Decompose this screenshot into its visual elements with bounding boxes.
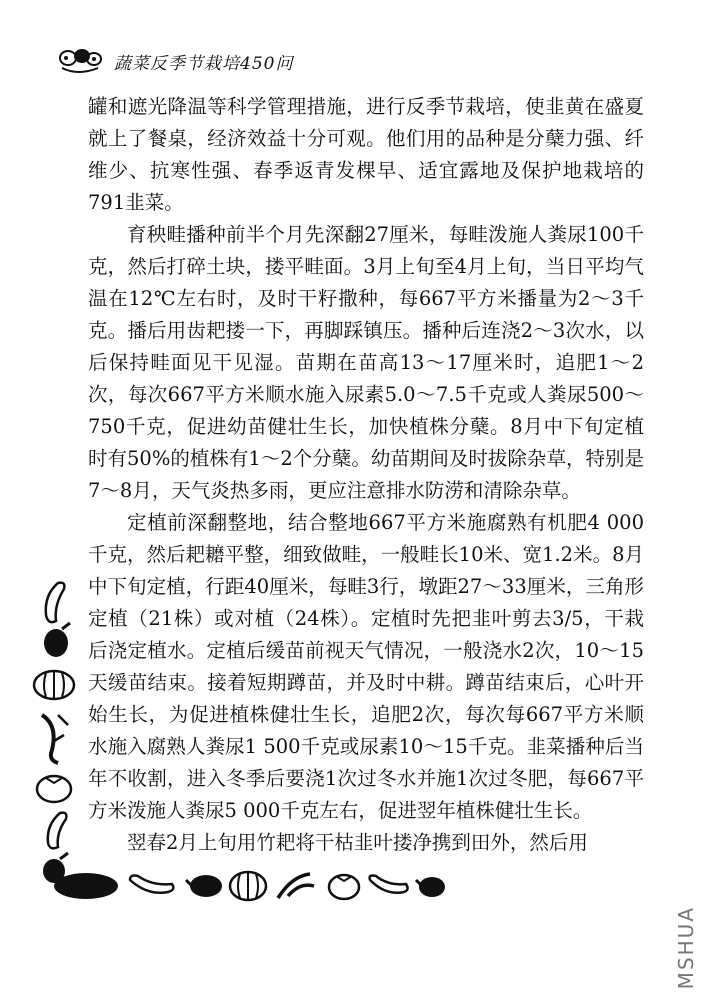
eggplant-icon bbox=[416, 877, 445, 897]
paragraph-3: 定植前深翻整地，结合整地667平方米施腐熟有机肥4 000千克，然后耙耱平整，细致做畦，一般畦长10米、宽1.2米。8月中下旬定植，行距40厘米，每畦3行，墩距27～33厘米，三角形定植（21株）或对植（24株）。定植时先把韭叶剪去3/5，干栽后浇定植水。定植后缓苗前视天气情况，一般浇水2次，10～15天缓苗结束。接着短期蹲苗，并及时中耕。蹲苗结束后，心叶开始生长，为促进植株健壮生长，追肥2次，每次每667平方米顺水施入腐熟人粪尿1 500千克或尿素10～15千克。韭菜播种后当年不收割，进入冬季后要浇1次过冬水并施1次过冬肥，每667平方米泼施人粪尿5 000千克左右，促进翌年植株健壮生长。 bbox=[88, 511, 644, 822]
vegetable-cluster-icon bbox=[58, 46, 102, 76]
tomato-icon bbox=[329, 875, 359, 899]
book-title: 蔬菜反季节栽培450问 bbox=[114, 53, 294, 74]
paragraph-4: 翌春2月上旬用竹耙将干枯韭叶搂净携到田外，然后用 bbox=[127, 831, 588, 854]
cucumber-icon bbox=[46, 583, 65, 623]
page-header bbox=[58, 46, 293, 76]
cucumber-icon bbox=[130, 876, 173, 893]
side-vegetable-border bbox=[28, 575, 80, 885]
corn-icon bbox=[278, 874, 314, 898]
watermark: MSHUA bbox=[674, 905, 698, 989]
page-body bbox=[88, 91, 644, 859]
bottom-vegetable-border bbox=[48, 866, 448, 906]
cucumber-icon bbox=[48, 813, 67, 849]
eggplant-icon bbox=[54, 873, 118, 899]
paragraph-2: 育秧畦播种前半个月先深翻27厘米，每畦泼施人粪尿100千克，然后打碎土块，搂平畦面。3月上旬至4月上旬，当日平均气温在12℃左右时，及时干籽撒种，每667平方米播量为2～3千克。播后用齿耙搂一下，再脚踩镇压。播种后连浇2～3次水，以后保持畦面见干见湿。苗期在苗高13～17厘米时，追肥1～2次，每次667平方米顺水施入尿素5.0～7.5千克或人粪尿500～750千克，促进幼苗健壮生长，加快植株分蘖。8月中下旬定植时有50%的植株有1～2个分蘖。幼苗期间及时拔除杂草，特别是7～8月，天气炎热多雨，更应注意排水防涝和清除杂草。 bbox=[88, 223, 644, 502]
corn-icon bbox=[42, 715, 68, 763]
pumpkin-icon bbox=[230, 872, 266, 900]
eggplant-icon bbox=[44, 623, 70, 657]
tomato-icon bbox=[37, 776, 71, 802]
pumpkin-icon bbox=[34, 671, 74, 699]
eggplant-icon bbox=[186, 875, 222, 897]
paragraph-1: 罐和遮光降温等科学管理措施，进行反季节栽培，使韭黄在盛夏就上了餐桌，经济效益十分可观。他们用的品种是分蘖力强、纤维少、抗寒性强、春季返青发棵早、适宜露地及保护地栽培的791韭菜。 bbox=[88, 95, 644, 214]
cucumber-icon bbox=[370, 876, 408, 893]
